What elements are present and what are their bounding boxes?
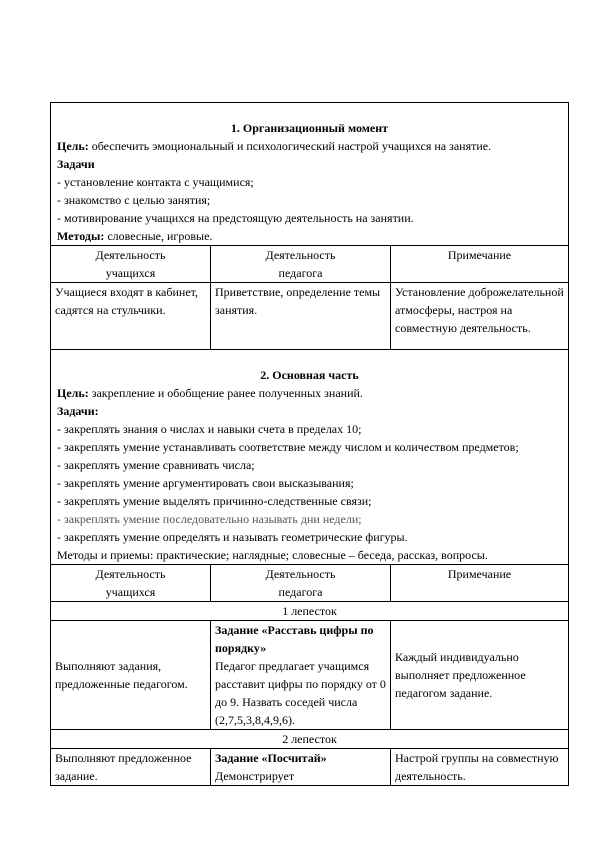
row1: [51, 283, 569, 350]
section1-task: - установление контакта с учащимися;: [57, 175, 254, 189]
petal2-label-row: [51, 730, 569, 749]
section2-task: - закреплять умение определять и называть геометрические фигуры.: [57, 530, 408, 544]
section2-task: - закреплять умение последовательно называть дни недели;: [57, 512, 362, 526]
petal2-note: Настрой группы на совместную деятельность.: [391, 749, 569, 786]
row1-teacher: Приветствие, определение темы занятия.: [211, 283, 391, 350]
section2-task: - закреплять умение выделять причинно-следственные связи;: [57, 494, 372, 508]
petal1-label: 1 лепесток: [51, 602, 569, 621]
section2-task: - закреплять умение устанавливать соответствие между числом и количеством предметов;: [57, 440, 519, 454]
petal2-row: [51, 749, 569, 786]
petal1-students: Выполняют задания, предложенные педагогом.: [51, 621, 211, 730]
petal1-task-body: Педагог предлагает учащимся расставит цифры по порядку от 0 до 9. Назвать соседей числа (2,7,5,3,8,4,9,6).: [215, 659, 386, 727]
section1-methods: [57, 227, 562, 245]
section2-goal-label: Цель:: [57, 386, 89, 400]
section2-goal-text: закрепление и обобщение ранее полученных знаний.: [88, 386, 363, 400]
section2-title: 2. Основная часть: [260, 368, 359, 382]
section2-block: [51, 350, 569, 565]
section1-tasks-label: Задачи: [57, 157, 95, 171]
header-row-2: [51, 565, 569, 602]
lesson-table: [50, 102, 569, 786]
section1-task: - мотивирование учащихся на предстоящую деятельность на занятии.: [57, 211, 414, 225]
section2-goal: [57, 384, 562, 402]
header-students: Деятельность учащихся: [51, 565, 211, 602]
section1-methods-text: словесные, игровые.: [104, 229, 213, 243]
section2-task: - закреплять умение аргументировать свои высказывания;: [57, 476, 354, 490]
section1-goal-text: обеспечить эмоциональный и психологический настрой учащихся на занятие.: [88, 139, 492, 153]
petal1-teacher: [211, 621, 391, 730]
petal1-row: [51, 621, 569, 730]
petal1-task-title: Задание «Расставь цифры по порядку»: [215, 623, 374, 655]
section2-task: - закреплять знания о числах и навыки счета в пределах 10;: [57, 422, 362, 436]
header-note: Примечание: [391, 565, 569, 602]
petal1-label-row: [51, 602, 569, 621]
header-students: Деятельность учащихся: [51, 246, 211, 283]
row1-students: Учащиеся входят в кабинет, садятся на стульчики.: [51, 283, 211, 350]
header-row-1: [51, 246, 569, 283]
header-teacher: Деятельность педагога: [211, 246, 391, 283]
header-note: Примечание: [391, 246, 569, 283]
petal2-teacher: [211, 749, 391, 786]
section1-row: [51, 103, 569, 246]
section2-methods: Методы и приемы: практические; наглядные; словесные – беседа, рассказ, вопросы.: [57, 548, 488, 562]
petal1-note: Каждый индивидуально выполняет предложенное педагогом задание.: [391, 621, 569, 730]
section2-task: - закреплять умение сравнивать числа;: [57, 458, 255, 472]
section1-goal-label: Цель:: [57, 139, 89, 153]
section1-task: - знакомство с целью занятия;: [57, 193, 211, 207]
lesson-plan: [50, 102, 568, 786]
petal2-students: Выполняют предложенное задание.: [51, 749, 211, 786]
section2-tasks-label: Задачи:: [57, 404, 99, 418]
petal2-task-body: Демонстрирует: [215, 769, 295, 783]
section1-block: [51, 103, 569, 246]
header-teacher: Деятельность педагога: [211, 565, 391, 602]
section1-title: 1. Организационный момент: [230, 121, 389, 135]
row1-note: Установление доброжелательной атмосферы, настроя на совместную деятельность.: [391, 283, 569, 350]
section2-row: [51, 350, 569, 565]
petal2-task-title: Задание «Посчитай»: [215, 751, 327, 765]
section1-methods-label: Методы:: [57, 229, 105, 243]
petal2-label: 2 лепесток: [51, 730, 569, 749]
section1-goal: [57, 137, 562, 155]
